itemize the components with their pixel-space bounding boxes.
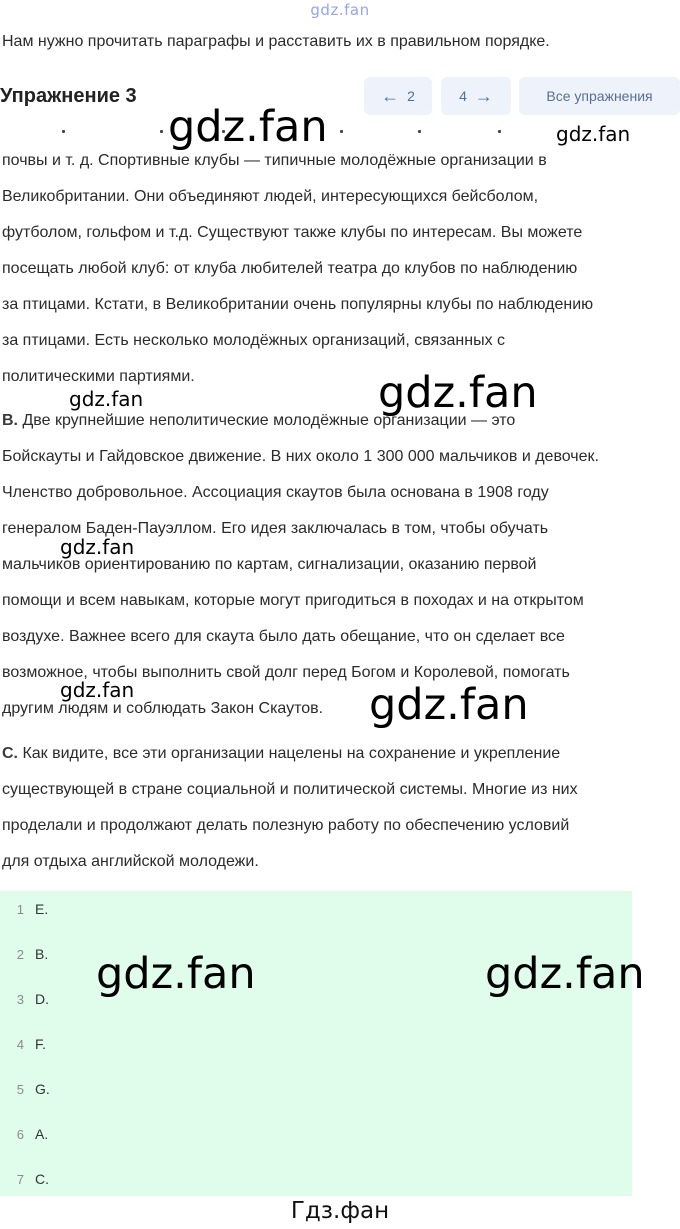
paragraph-line: за птицами. Есть несколько молодёжных организаций, связанных с — [2, 332, 506, 349]
answer-number: 4 — [16, 1036, 24, 1052]
watermark: gdz.fan — [485, 949, 645, 999]
paragraph-letter: C. — [2, 745, 18, 762]
prev-exercise-label: 2 — [407, 88, 415, 104]
next-exercise-label: 4 — [459, 88, 467, 104]
answer-number: 1 — [16, 901, 24, 917]
answer-value: G. — [35, 1081, 50, 1097]
paragraph-line-text: Как видите, все эти организации нацелены на сохранение и укрепление — [18, 745, 561, 762]
footer-watermark: Гдз.фан — [290, 1198, 390, 1224]
watermark: gdz.fan — [168, 102, 328, 152]
paragraph-c — [2, 736, 678, 880]
paragraph-line: помощи и всем навыкам, которые могут пригодиться в походах и на открытом — [2, 592, 584, 609]
answer-item — [0, 899, 48, 919]
answer-item — [0, 989, 49, 1009]
watermark: gdz.fan — [60, 678, 135, 702]
paragraph-line: существующей в стране социальной и политической системы. Многие из них — [2, 781, 578, 798]
intro-text: Нам нужно прочитать параграфы и расставить их в правильном порядке. — [2, 33, 550, 50]
paragraph-letter: B. — [2, 412, 18, 429]
prev-exercise-button[interactable] — [364, 77, 432, 115]
answer-value: E. — [35, 901, 49, 917]
paragraph-1 — [2, 143, 678, 395]
paragraph-line: Великобритании. Они объединяют людей, интересующихся бейсболом, — [2, 188, 539, 205]
answer-number: 6 — [16, 1126, 24, 1142]
watermark: gdz.fan — [96, 949, 256, 999]
paragraph-line: за птицами. Кстати, в Великобритании очень популярны клубы по наблюдению — [2, 296, 594, 313]
answer-number: 7 — [16, 1171, 24, 1187]
top-watermark: gdz.fan — [310, 1, 370, 19]
paragraph-line-text: Две крупнейшие неполитические молодёжные организации — это — [18, 412, 516, 429]
next-exercise-button[interactable] — [441, 77, 511, 115]
paragraph-line: футболом, гольфом и т.д. Существуют также клубы по интересам. Вы можете — [2, 224, 583, 241]
paragraph-line: посещать любой клуб: от клуба любителей театра до клубов по наблюдению — [2, 260, 578, 277]
paragraph-line: возможное, чтобы выполнить свой долг перед Богом и Королевой, помогать — [2, 664, 570, 681]
watermark: gdz.fan — [378, 368, 538, 418]
paragraph-line: почвы и т. д. Спортивные клубы — типичные молодёжные организации в — [2, 152, 547, 169]
answer-item — [0, 1034, 46, 1054]
answer-value: B. — [35, 946, 49, 962]
paragraph-line: проделали и продолжают делать полезную работу по обеспечению условий — [2, 817, 570, 834]
watermark: gdz.fan — [60, 535, 135, 559]
exercise-title: Упражнение 3 — [0, 85, 137, 107]
all-exercises-button[interactable] — [519, 77, 680, 115]
answer-value: A. — [35, 1126, 49, 1142]
arrow-right-icon: → — [474, 86, 493, 106]
paragraph-line: генералом Баден-Пауэллом. Его идея заключалась в том, чтобы обучать — [2, 520, 549, 537]
paragraph-line: другим людям и соблюдать Закон Скаутов. — [2, 700, 324, 717]
answer-number: 5 — [16, 1081, 24, 1097]
answer-list — [0, 891, 632, 1196]
paragraph-line: воздухе. Важнее всего для скаута было дать обещание, что он сделает все — [2, 628, 565, 645]
answer-number: 3 — [16, 991, 24, 1007]
all-exercises-label: Все упражнения — [546, 88, 653, 104]
answer-item — [0, 944, 48, 964]
paragraph-line: Бойскауты и Гайдовское движение. В них около 1 300 000 мальчиков и девочек. — [2, 448, 599, 465]
answer-value: D. — [35, 991, 49, 1007]
answer-item — [0, 1124, 48, 1144]
paragraph-line: Членство добровольное. Ассоциация скаутов была основана в 1908 году — [2, 484, 549, 501]
arrow-left-icon: ← — [381, 86, 400, 106]
paragraph-line: мальчиков ориентированию по картам, сигнализации, оказанию первой — [2, 556, 537, 573]
answer-item — [0, 1079, 50, 1099]
answer-value: F. — [35, 1036, 46, 1052]
watermark: gdz.fan — [369, 680, 529, 730]
answer-number: 2 — [16, 946, 24, 962]
paragraph-line: политическими партиями. — [2, 368, 195, 385]
paragraph-line: для отдыха английской молодежи. — [2, 853, 259, 870]
watermark: gdz.fan — [556, 122, 631, 146]
watermark: gdz.fan — [69, 387, 144, 411]
answer-item — [0, 1169, 49, 1189]
answer-value: C. — [35, 1171, 49, 1187]
paragraph-line — [2, 736, 678, 772]
